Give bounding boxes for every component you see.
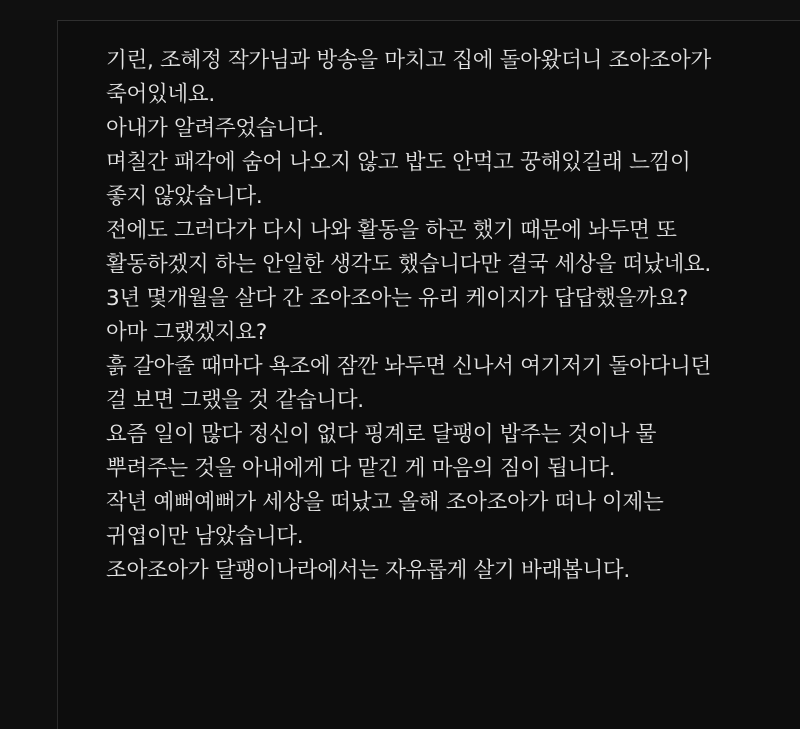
post-line: 흙 갈아줄 때마다 욕조에 잠깐 놔두면 신나서 여기저기 돌아다니던 — [106, 354, 711, 379]
post-line: 전에도 그러다가 다시 나와 활동을 하곤 했기 때문에 놔두면 또 — [106, 218, 677, 243]
post-line: 조아조아가 달팽이나라에서는 자유롭게 살기 바래봅니다. — [106, 558, 630, 583]
post-line: 작년 예뻐예뻐가 세상을 떠났고 올해 조아조아가 떠나 이제는 — [106, 490, 664, 515]
post-line: 며칠간 패각에 숨어 나오지 않고 밥도 안먹고 꿍해있길래 느낌이 — [106, 150, 691, 175]
post-line: 귀엽이만 남았습니다. — [106, 524, 304, 549]
post-line: 활동하겠지 하는 안일한 생각도 했습니다만 결국 세상을 떠났네요. — [106, 252, 711, 277]
post-line: 기린, 조혜정 작가님과 방송을 마치고 집에 돌아왔더니 조아조아가 — [106, 48, 711, 73]
post-line: 아내가 알려주었습니다. — [106, 116, 324, 141]
post-line: 요즘 일이 많다 정신이 없다 핑계로 달팽이 밥주는 것이나 물 — [106, 422, 657, 447]
post-line: 뿌려주는 것을 아내에게 다 맡긴 게 마음의 짐이 됩니다. — [106, 456, 616, 481]
post-line: 3년 몇개월을 살다 간 조아조아는 유리 케이지가 답답했을까요? — [106, 286, 688, 311]
post-line: 죽어있네요. — [106, 82, 215, 107]
post-body — [106, 44, 786, 588]
post-line: 좋지 않았습니다. — [106, 184, 263, 209]
post-line: 아마 그랬겠지요? — [106, 320, 267, 345]
top-divider-bar — [0, 0, 800, 21]
left-rail — [0, 20, 58, 729]
post-line: 걸 보면 그랬을 것 같습니다. — [106, 388, 364, 413]
